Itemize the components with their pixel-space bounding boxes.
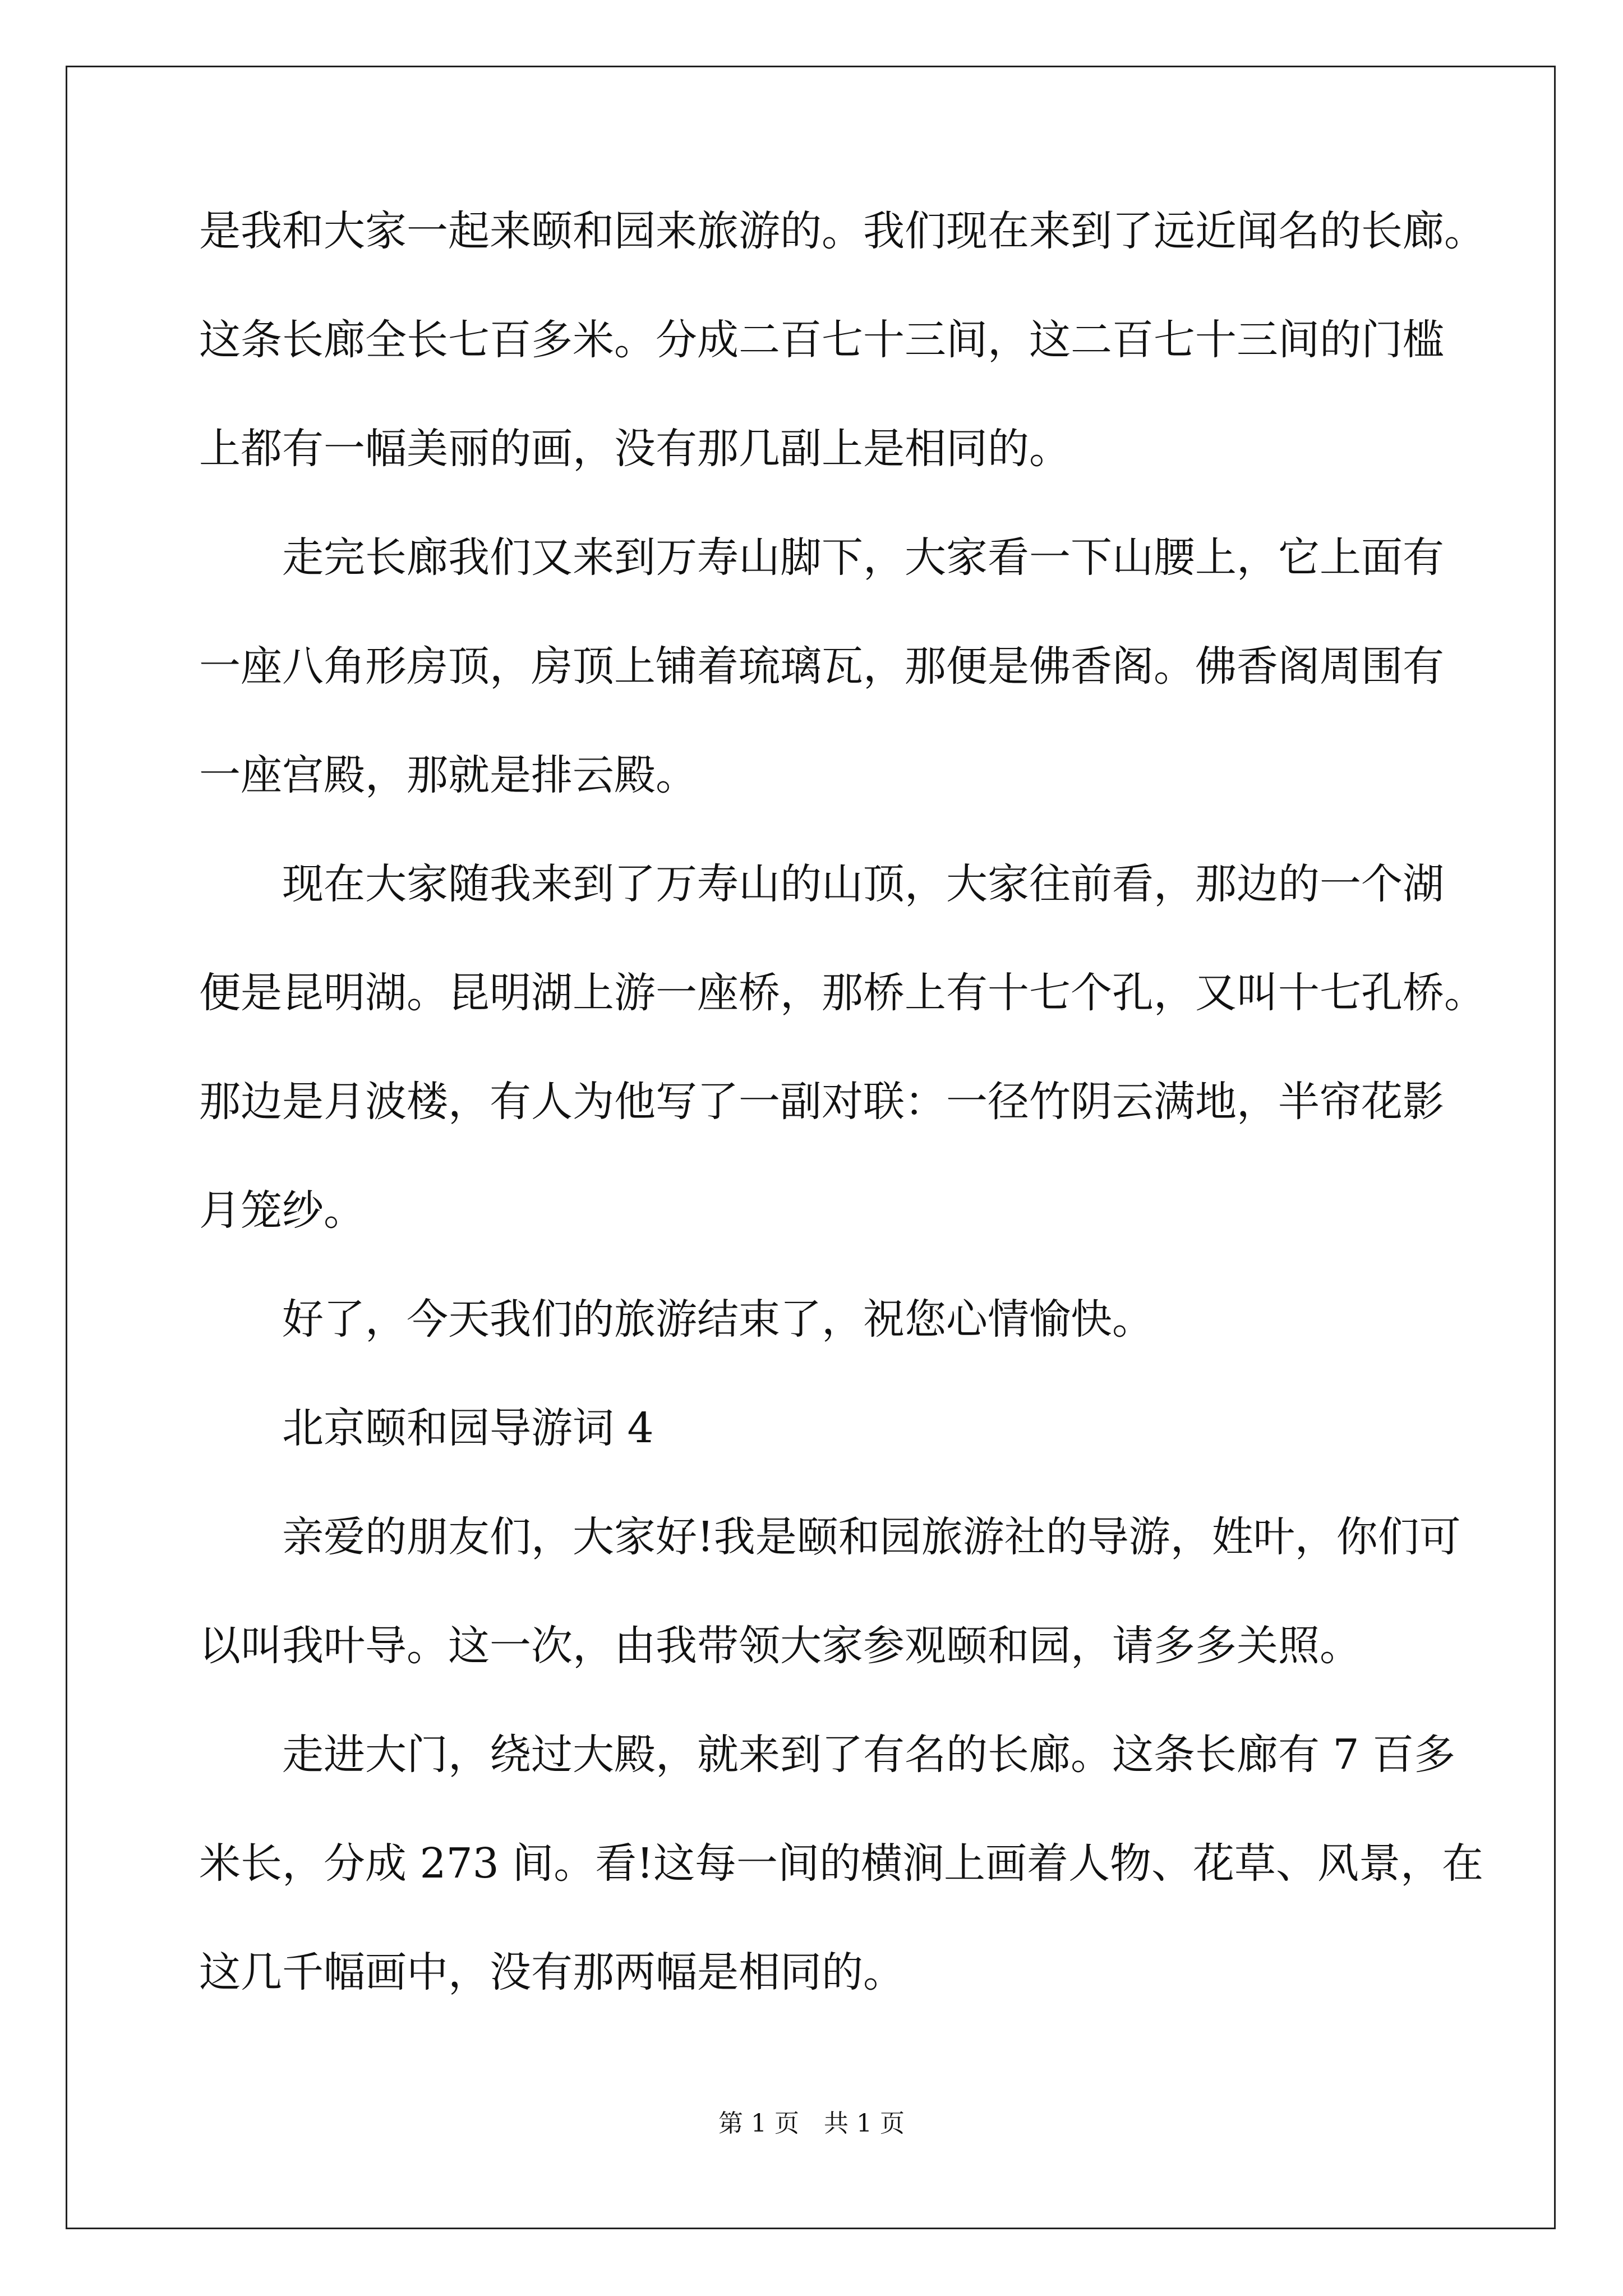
text-line: 便是昆明湖。昆明湖上游一座桥，那桥上有十七个孔，又叫十七孔桥。	[199, 969, 1486, 1017]
text-line: 是我和大家一起来颐和园来旅游的。我们现在来到了远近闻名的长廊。	[199, 207, 1486, 255]
text-line: 亲爱的朋友们，大家好!我是颐和园旅游社的导游，姓叶，你们可	[282, 1513, 1461, 1561]
text-line: 现在大家随我来到了万寿山的山顶，大家往前看，那边的一个湖	[282, 860, 1444, 908]
text-line: 这条长廊全长七百多米。分成二百七十三间，这二百七十三间的门槛	[199, 316, 1444, 364]
text-line: 那边是月波楼，有人为他写了一副对联：一径竹阴云满地，半帘花影	[199, 1078, 1444, 1126]
text-line: 走完长廊我们又来到万寿山脚下，大家看一下山腰上，它上面有	[282, 533, 1444, 582]
page-number-footer: 第 1 页 共 1 页	[718, 2109, 905, 2138]
text-line: 上都有一幅美丽的画，没有那几副上是相同的。	[199, 425, 1071, 473]
section-heading: 北京颐和园导游词 4	[282, 1404, 654, 1452]
text-line: 走进大门，绕过大殿，就来到了有名的长廊。这条长廊有 7 百多	[282, 1731, 1456, 1779]
document-body	[199, 207, 1486, 2060]
text-line: 这几千幅画中，没有那两幅是相同的。	[199, 1948, 905, 1996]
text-line: 月笼纱。	[199, 1186, 365, 1235]
text-line: 一座八角形房顶，房顶上铺着琉璃瓦，那便是佛香阁。佛香阁周围有	[199, 642, 1444, 691]
text-line: 以叫我叶导。这一次，由我带领大家参观颐和园，请多多关照。	[199, 1622, 1361, 1670]
text-line: 一座宫殿，那就是排云殿。	[199, 751, 697, 799]
text-line: 米长，分成 273 间。看!这每一间的横涧上画着人物、花草、风景，在	[199, 1839, 1484, 1888]
text-line: 好了，今天我们的旅游结束了，祝您心情愉快。	[282, 1295, 1154, 1343]
